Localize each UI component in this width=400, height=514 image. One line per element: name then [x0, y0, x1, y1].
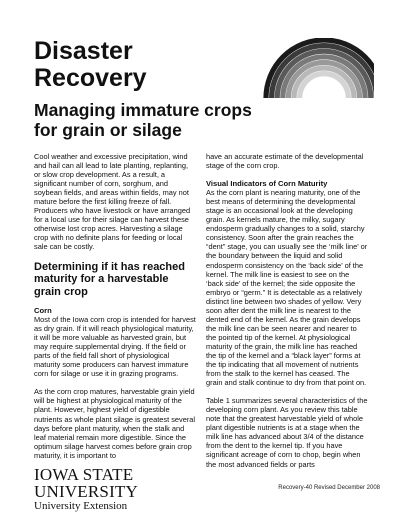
- intro-paragraph: Cool weather and excessive precipitation, wind and hail can all lead to late planting, replanting, or slow crop development. As a result, a significant number of corn, sorghum, and soybean fields, and areas within fields, may not mature before the first killing freeze of fall. Producers who have livestock or have arranged for a local use for their silage can harvest these otherwise lost crop acres. Harvesting a silage crop with no definite plans for feeding or local sale can be costly.: [34, 152, 191, 252]
- page-title: [34, 100, 354, 140]
- left-column: [34, 152, 196, 469]
- banner-line-1: Disaster: [34, 37, 133, 65]
- title-line-2: for grain or silage: [34, 120, 182, 140]
- milk-line-paragraph: As the corn plant is nearing maturity, one of the best means of determining the developmental stage is an occasional look at the developing grain. As kernels mature, the milky, sugary endosperm gradually changes to a solid, starchy consistency. Soon after the grain reaches the “dent” stage, you can usually see the ‘milk line’ or the boundary between the liquid and solid endosperm consistency on the ‘back side’ of the kernel. The milk line is easiest to see on the ‘back side’ of the kernel; the side opposite the embryo or “germ.” It is detectable as a relatively distinct line between two shades of yellow. Very soon after dent the milk line is nearest to the dented end of the kernel. As the grain develops the milk line can be seen nearer and nearer to the pointed tip of the kernel. At physiological maturity of the grain, the milk line has reached the tip of the kernel and a “black layer” forms at the tip indicating that all movement of nutrients from the stalk to the kernel has ceased. The grain and stalk continue to dry from that point on.: [206, 188, 368, 388]
- logo-extension-name: University Extension: [34, 500, 128, 512]
- corn-subheading: Corn: [34, 306, 52, 316]
- section-heading: Determining if it has reached maturity for a harvestable grain crop: [34, 260, 185, 298]
- footer-publication-info: Recovery-40 Revised December 2008: [278, 485, 380, 491]
- university-logo: [34, 466, 234, 513]
- logo-university-name: IOWA STATE UNIVERSITY: [34, 465, 138, 501]
- corn-paragraph-1: Most of the Iowa corn crop is intended for harvest as dry grain. If it will reach physiological maturity, it will be more valuable as harvested grain, but may require supplemental drying. If the field or parts of the field fall short of physiological maturity some producers can harvest immature corn for silage or use it in grazing programs.: [34, 315, 196, 379]
- visual-indicators-subheading: Visual Indicators of Corn Maturity: [206, 179, 328, 189]
- corn-paragraph-2: As the corn crop matures, harvestable grain yield will be highest at physiological maturity of the plant. However, highest yield of digestible nutrients as whole plant silage is greatest several days before plant maturity, when the stalk and leaf material remain more digestible. Since the optimum silage harvest comes before grain crop maturity, it is important to: [34, 387, 196, 460]
- table-summary-paragraph: Table 1 summarizes several characteristics of the developing corn plant. As you review this table note that the greatest harvestable yield of whole plant digestible nutrients is at a stage when the milk line has advanced about 3/4 of the distance from the dent to the kernel tip. If you have significant acreage of corn to chop, begin when the most advanced fields or parts: [206, 396, 368, 469]
- banner-title: [34, 38, 147, 92]
- rainbow-arc: [300, 74, 349, 98]
- banner-line-2: Recovery: [34, 64, 147, 92]
- title-line-1: Managing immature crops: [34, 100, 252, 120]
- right-column: [206, 152, 368, 478]
- continuation-paragraph: have an accurate estimate of the developmental stage of the corn crop.: [206, 152, 364, 171]
